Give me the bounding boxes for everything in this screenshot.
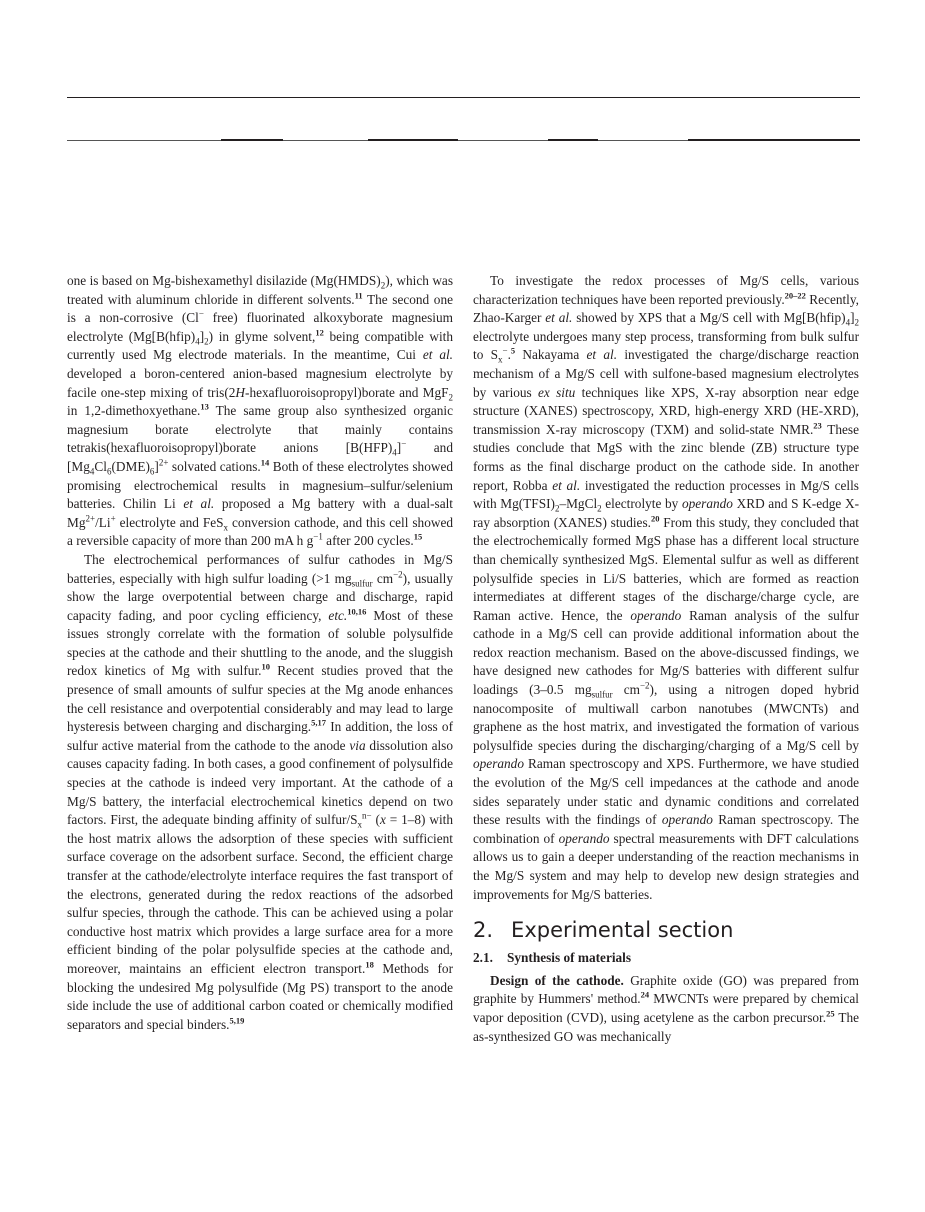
citation: 10 [261,662,270,673]
header-rule-segment [368,139,458,141]
citation: 14 [260,457,270,468]
citation: 12 [315,327,324,338]
paragraph: To investigate the redox processes of Mg/S cells, various characterization techniques have been reported previously.$^{20-22}$ Recently, Zhao-Karger et al. showed by XPS that a Mg/S cell with $Mg[B(hfip)_4]_2$ electrolyte undergoes many step process, transforming from bulk sulfur to $S_x^-.^5$ Nakayama et al. investigated the charge/discharge reaction mechanism of a Mg/S cell with sulfone-based magnesium electrolytes by various ex situ techniques like XPS, X-ray absorption near edge structure (XANES) spectroscopy, XRD, high-energy XRD (HE-XRD), transmission X-ray microscopy (TXM) and solid-state NMR.$^{23}$ These studies conclude that MgS with the zinc blende (ZB) structure type forms as the final discharge product on the cathode side. In another report, Robba et al. investigated the reduction processes in Mg/S cells with $Mg(TFSI)_2-MgCl_2$ electrolyte by operando XRD and S K-edge X-ray absorption (XANES) studies.$^{20}$ From this study, they concluded that the electrochemically formed MgS phase has a different local structure than chemically synthesized MgS. Elemental sulfur as well as different polysulfide species in Li/S batteries, which are formed as reaction intermediates at different stages of the discharge/charge cycle, are Raman active. Hence, the operando Raman analysis of the sulfur cathode in a Mg/S cell can provide additional information about the redox reaction mechanism. Based on the above-discussed findings, we have designed new cathodes for Mg/S batteries with different sulfur loadings (3–0.5 $mg_{sulfur}$ $cm^{-2}$), using a nitrogen doped hybrid nanocomposite of multiwall carbon nanotubes (MWCNTs) and graphene as the host matrix, and investigated the formation of various polysulfide species during the discharging/charging of a Mg/S cell by operando Raman spectroscopy and XPS. Furthermore, we have studied the evolution of the Mg/S cell impedances at the cathode and anode sides separately under static and dynamic conditions and correlated these results with the findings of operando Raman spectroscopy. The combination of operando spectral measurements with DFT calculations allows us to gain a deeper understanding of the reaction mechanisms in the Mg/S system and may help to develop new design strategies and improvements for Mg/S batteries. [473,273,860,902]
citation: 13 [200,401,209,412]
citation: 5,17 [311,717,327,728]
citation: 20 [650,513,660,524]
subsection-heading: 2.1. Synthesis of materials [473,950,632,966]
run-in-heading: Design of the cathode. [490,972,624,988]
paragraph: Design of the cathode. Graphite oxide (GO) was prepared from graphite by Hummers' method.$^{24}$ MWCNTs were prepared by chemical vapor deposition (CVD), using acetylene as the carbon precursor.$^{25}$ The as-synthesized GO was mechanically [473,972,859,1044]
citation: 23 [813,420,822,431]
section-heading: 2. Experimental section [473,918,734,943]
right-column [473,272,859,1046]
header-rule-segment [221,139,283,141]
citation: 18 [365,959,374,970]
citation: 5,19 [229,1015,245,1026]
citation: 24 [640,989,650,1000]
citation: 15 [413,531,423,542]
citation: 20–22 [784,290,806,301]
paragraph: The electrochemical performances of sulfur cathodes in Mg/S batteries, especially with high sulfur loading (>1 $mg_{sulfur}$ $cm^{-2}$), usually show the large overpotential between charge and discharge, rapid capacity fading, and poor cycling efficiency, etc.$^{10,16}$ Most of these issues strongly correlate with the formation of soluble polysulfide species at the cathode and their shuttling to the anode, and the sluggish redox kinetics of Mg with sulfur.$^{10}$ Recent studies proved that the presence of small amounts of sulfur species at the Mg anode enhances the cell resistance and overpotential considerably and may lead to large hysteresis between charging and discharging.$^{5,17}$ In addition, the loss of sulfur active material from the cathode to the anode via dissolution also causes capacity fading. In both cases, a good confinement of polysulfide species at the cathode is indeed very important. At the cathode of a Mg/S battery, the interfacial electrochemical kinetics depend on two factors. First, the adequate binding affinity of sulfur/$S_x^{n-}$ (x = 1–8) with the host matrix allows the adsorption of these species with sufficient surface coverage on the adsorbent surface. Second, the efficient charge transfer at the cathode/electrolyte interface requires the fast transport of the electrons, generated during the redox reactions of the adsorbed sulfur species, through the cathode. This can be achieved using a polar conductive host matrix which provides a large surface area for a more efficient binding of the polar polysulfide species at the cathode and, moreover, maintains an efficient electron transport.$^{18}$ Methods for blocking the undesired Mg polysulfide (Mg PS) transport to the anode side include the use of additional carbon coated or chemically modified separators and special binders.$^{5,19}$ [67,551,454,1032]
citation: 11 [354,290,363,301]
paragraph: one is based on Mg-bishexamethyl disilazide $(Mg(HMDS)_2)$, which was treated with aluminum chloride in different solvents.$^{11}$ The second one is a non-corrosive (Cl− free) fluorinated alkoxyborate magnesium electrolyte $(Mg[B(hfip)_4]_2)$ in glyme solvent,$^{12}$ being compatible with currently used Mg electrode materials. In the meantime, Cui et al. developed a boron-centered anion-based magnesium electrolyte by facile one-step mixing of tris(2H-hexafluoroisopropyl)borate and MgF$_2$ in 1,2-dimethoxyethane.$^{13}$ The same group also synthesized organic magnesium borate electrolyte that mainly contains tetrakis(hexafluoroisopropyl)borate anions $[B(HFP)_4]^-$ and $[Mg_4Cl_6(DME)_6]^{2+}$ solvated cations.$^{14}$ Both of these electrolytes showed promising electrochemical results in magnesium–sulfur/selenium batteries. Chilin Li et al. proposed a Mg battery with a dual-salt $Mg^{2+}/Li^+$ electrolyte and FeS$_x$ conversion cathode, and this cell showed a reversible capacity of more than 200 mA h $g^{-1}$ after 200 cycles.$^{15}$ [67,273,454,549]
left-column [67,272,453,1034]
header-rule-top [67,97,860,98]
header-rule-segment [688,139,860,141]
citation: 25 [826,1008,835,1019]
citation: 10,16 [347,606,367,617]
citation: 5 [510,345,516,356]
header-rule-segment [548,139,598,141]
